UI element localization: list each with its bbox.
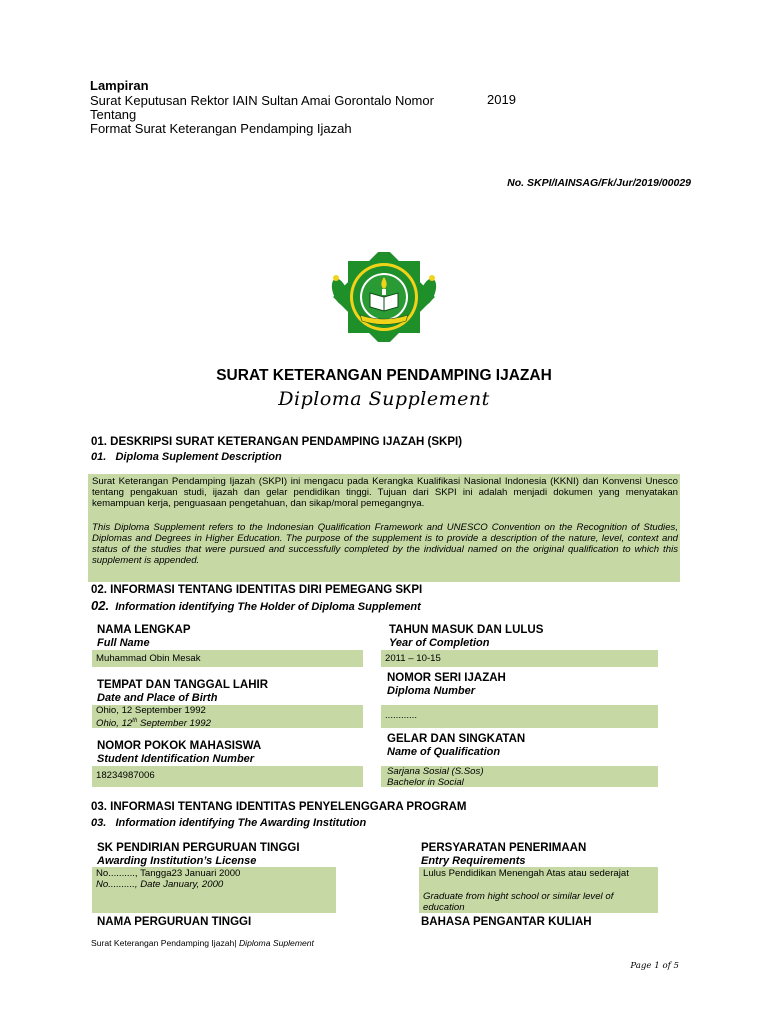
birth-label-en: Date and Place of Birth	[97, 692, 218, 704]
year-label-en: Year of Completion	[389, 637, 490, 649]
full-name-label: NAMA LENGKAP	[97, 624, 191, 636]
section3-heading: 03. INFORMASI TENTANG IDENTITAS PENYELENGGARA PROGRAM	[91, 801, 467, 813]
footer-text-plain: Surat Keterangan Pendamping Ijazah|	[91, 938, 239, 948]
student-id-label: NOMOR POKOK MAHASISWA	[97, 740, 262, 752]
language-label: BAHASA PENGANTAR KULIAH	[421, 916, 592, 928]
student-id-label-en: Student Identification Number	[97, 753, 255, 765]
section1-subheading	[91, 451, 282, 463]
license-value: No.........., Tangga23 Januari 2000	[96, 868, 241, 879]
full-name-value: Muhammad Obin Mesak	[96, 653, 201, 664]
page-title: SURAT KETERANGAN PENDAMPING IJAZAH	[216, 367, 552, 384]
lampiran-year: 2019	[487, 92, 516, 107]
diploma-number-label-en: Diploma Number	[387, 685, 476, 697]
section1-heading: 01. DESKRIPSI SURAT KETERANGAN PENDAMPING IJAZAH (SKPI)	[91, 436, 463, 448]
license-value-en: No.........., Date January, 2000	[96, 879, 224, 890]
entry-requirements-value-en: Graduate from hight school or similar level of education	[423, 891, 614, 913]
lampiran-about-line: Tentang	[90, 107, 137, 122]
footer-text	[91, 938, 314, 948]
lampiran-decree-line: Surat Keputusan Rektor IAIN Sultan Amai Gorontalo Nomor	[90, 93, 434, 108]
license-label: SK PENDIRIAN PERGURUAN TINGGI	[97, 842, 300, 854]
birth-value-en-ordinal: th	[132, 718, 138, 724]
page-subtitle: Diploma Supplement	[278, 388, 490, 410]
birth-label: TEMPAT DAN TANGGAL LAHIR	[97, 679, 268, 691]
entry-requirements-value: Lulus Pendidikan Menengah Atas atau sederajat	[423, 868, 629, 879]
full-name-label-en: Full Name	[97, 637, 150, 649]
birth-value-en-part1: Ohio, 12	[96, 718, 133, 730]
section2-heading: 02. INFORMASI TENTANG IDENTITAS DIRI PEMEGANG SKPI	[91, 584, 423, 596]
license-label-en: Awarding Institution’s License	[97, 855, 257, 867]
qualification-value: Sarjana Sosial (S.Sos)	[387, 766, 484, 777]
section2-sub-number: 02.	[91, 598, 110, 613]
footer-text-italic: Diploma Suplement	[238, 938, 314, 948]
qualification-label: GELAR DAN SINGKATAN	[387, 733, 526, 745]
description-indonesian: Surat Keterangan Pendamping Ijazah (SKPI) ini mengacu pada Kerangka Kualifikasi Nasional Indonesia (KKNI) dan Konvensi Unesco tentang pengakuan studi, ijazah dan gelar pendidikan tinggi. Tujuan dari SKPI ini adalah menjadi dokumen yang menyatakan kemampuan kerja, penguasaan pengetahuan, dan sikap/moral pemegangnya.	[92, 476, 678, 509]
birth-value-en-part2: September 1992	[137, 718, 211, 730]
section2-subheading	[91, 598, 421, 613]
diploma-number-label: NOMOR SERI IJAZAH	[387, 672, 506, 684]
year-value: 2011 – 10-15	[385, 653, 441, 664]
entry-requirements-label-en: Entry Requirements	[421, 855, 526, 867]
birth-value-en	[96, 716, 211, 729]
entry-requirements-label: PERSYARATAN PENERIMAAN	[421, 842, 587, 854]
document-number: No. SKPI/IAINSAG/Fk/Jur/2019/00029	[507, 177, 691, 189]
birth-value: Ohio, 12 September 1992	[96, 705, 206, 716]
section3-sub-number: 03.	[91, 817, 107, 829]
qualification-value-en: Bachelor in Social	[387, 777, 464, 788]
section2-sub-text: Information identifying The Holder of Diploma Supplement	[115, 601, 421, 613]
institution-seal-icon	[330, 252, 438, 342]
diploma-number-value-box	[381, 705, 658, 728]
student-id-value: 18234987006	[96, 770, 155, 781]
lampiran-format-line: Format Surat Keterangan Pendamping Ijazah	[90, 121, 352, 136]
section1-sub-number: 01.	[91, 451, 107, 463]
university-name-label: NAMA PERGURUAN TINGGI	[97, 916, 252, 928]
lampiran-title: Lampiran	[90, 78, 149, 93]
description-english: This Diploma Supplement refers to the Indonesian Qualification Framework and UNESCO Convention on the Recognition of Studies, Diplomas and Degrees in Higher Education. The purpose of the supplement is to provide a description of the nature, level, context and status of the studies that were pursued and successfully completed by the individual named on the original qualification to which this supplement is appended.	[92, 522, 678, 566]
section3-sub-text: Information identifying The Awarding Institution	[115, 817, 367, 829]
section3-subheading	[91, 817, 366, 829]
page-number: Page 1 of 5	[630, 961, 679, 971]
section1-sub-text: Diploma Suplement Description	[115, 451, 282, 463]
diploma-number-value: ............	[385, 710, 417, 721]
qualification-label-en: Name of Qualification	[387, 746, 501, 758]
year-label: TAHUN MASUK DAN LULUS	[389, 624, 544, 636]
